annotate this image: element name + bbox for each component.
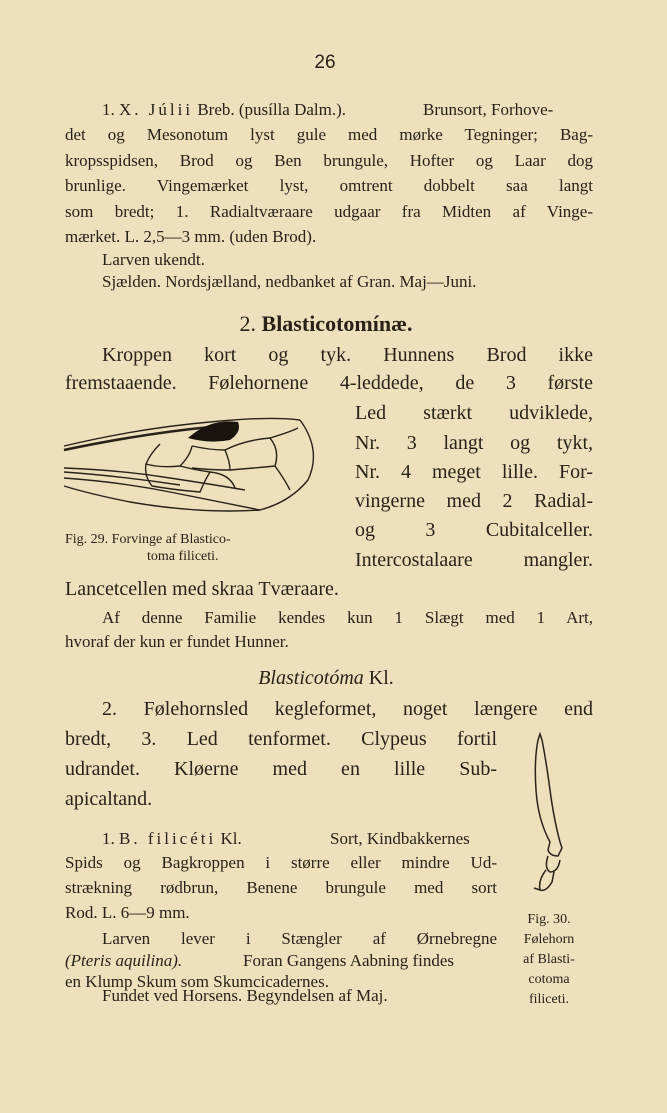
family-note-line: hvoraf der kun er fundet Hunner. (65, 632, 289, 651)
species2-found: Fundet ved Horsens. Begyndelsen af Maj. (102, 986, 388, 1005)
species1-line: Brunsort, Forhove- (423, 100, 554, 119)
species1-line: mærket. L. 2,5—3 mm. (uden Brod). (65, 227, 317, 246)
species1-larva: Larven ukendt. (102, 250, 205, 269)
species2-heading (102, 829, 242, 849)
species1-line: som bredt; 1. Radialtværaare udgaar fra Midten af Vinge- (65, 202, 593, 221)
fig30-caption-line: cotoma (528, 972, 570, 987)
genus-line: apicaltand. (65, 788, 153, 810)
species2-line: Rod. L. 6—9 mm. (65, 903, 190, 922)
genus-name: Blasticotóma (258, 667, 364, 689)
section-line: Kroppen kort og tyk. Hunnens Brod ikke (102, 344, 593, 366)
species2-larva-line: en Klump Skum som Skumcicadernes. (65, 972, 329, 991)
species1-line: det og Mesonotum lyst gule med mørke Tegninger; Bag- (65, 125, 593, 144)
species2-larva-line: Foran Gangens Aabning findes (243, 951, 455, 970)
section-line: fremstaaende. Følehornene 4-leddede, de 3 første (65, 372, 593, 394)
species1-line: kropsspidsen, Brod og Ben brungule, Hofter og Laar dog (65, 151, 593, 170)
species1-heading (102, 100, 346, 120)
fig30-caption-line: af Blasti- (523, 952, 575, 967)
section-title: Blasticotomínæ. (261, 311, 413, 336)
genus-author: Kl. (368, 667, 394, 689)
species1-number: 1. (102, 100, 115, 119)
section-line: og 3 Cubitalceller. (355, 519, 593, 541)
section-line: Nr. 3 langt og tykt, (355, 432, 593, 454)
species1-name: X. Júlii (119, 100, 194, 119)
species2-name: B. filicéti (119, 829, 217, 848)
species1-line: brunlige. Vingemærket lyst, omtrent dobbelt saa langt (65, 176, 593, 195)
fig30-caption-line: Følehorn (523, 932, 575, 947)
genus-heading (0, 667, 652, 690)
page-number: 26 (314, 52, 336, 73)
genus-line: udrandet. Kløerne med en lille Sub- (65, 758, 497, 780)
species2-author: Kl. (220, 829, 242, 848)
species1-author: Breb. (pusílla Dalm.). (197, 100, 347, 119)
section-line: vingerne med 2 Radial- (355, 490, 593, 512)
fig30-caption-line: filiceti. (528, 992, 570, 1007)
genus-line: 2. Følehornsled kegleformet, noget længere end (102, 698, 593, 720)
species2-larva-plant: (Pteris aquilina). (65, 951, 183, 970)
section-line: Led stærkt udviklede, (355, 402, 593, 424)
species2-line: strækning rødbrun, Benene brungule med sort (65, 878, 497, 897)
species1-occurrence: Sjælden. Nordsjælland, nedbanket af Gran. Maj—Juni. (102, 272, 477, 291)
fig29-caption-line2: toma filiceti. (147, 549, 219, 564)
species2-number: 1. (102, 829, 115, 848)
species2-larva-line: Larven lever i Stængler af Ørnebregne (102, 929, 497, 948)
section-line: Nr. 4 meget lille. For- (355, 461, 593, 483)
family-note-line: Af denne Familie kendes kun 1 Slægt med 1 Art, (102, 608, 593, 627)
species2-line: Spids og Bagkroppen i større eller mindre Ud- (65, 853, 497, 872)
fig29-caption-line1: Fig. 29. Forvinge af Blastico- (65, 532, 231, 547)
genus-line: bredt, 3. Led tenformet. Clypeus fortil (65, 728, 497, 750)
section-number: 2. (239, 311, 257, 336)
section-line: Lancetcellen med skraa Tværaare. (65, 578, 339, 600)
section-line: Intercostalaare mangler. (355, 549, 593, 571)
section-heading (0, 311, 652, 337)
fig30-caption-line: Fig. 30. (527, 912, 571, 927)
fig30-caption (506, 910, 592, 1010)
fig30-antenna-drawing (520, 730, 580, 895)
species2-line: Sort, Kindbakkernes (330, 829, 470, 848)
fig29-forewing-drawing (60, 410, 325, 522)
